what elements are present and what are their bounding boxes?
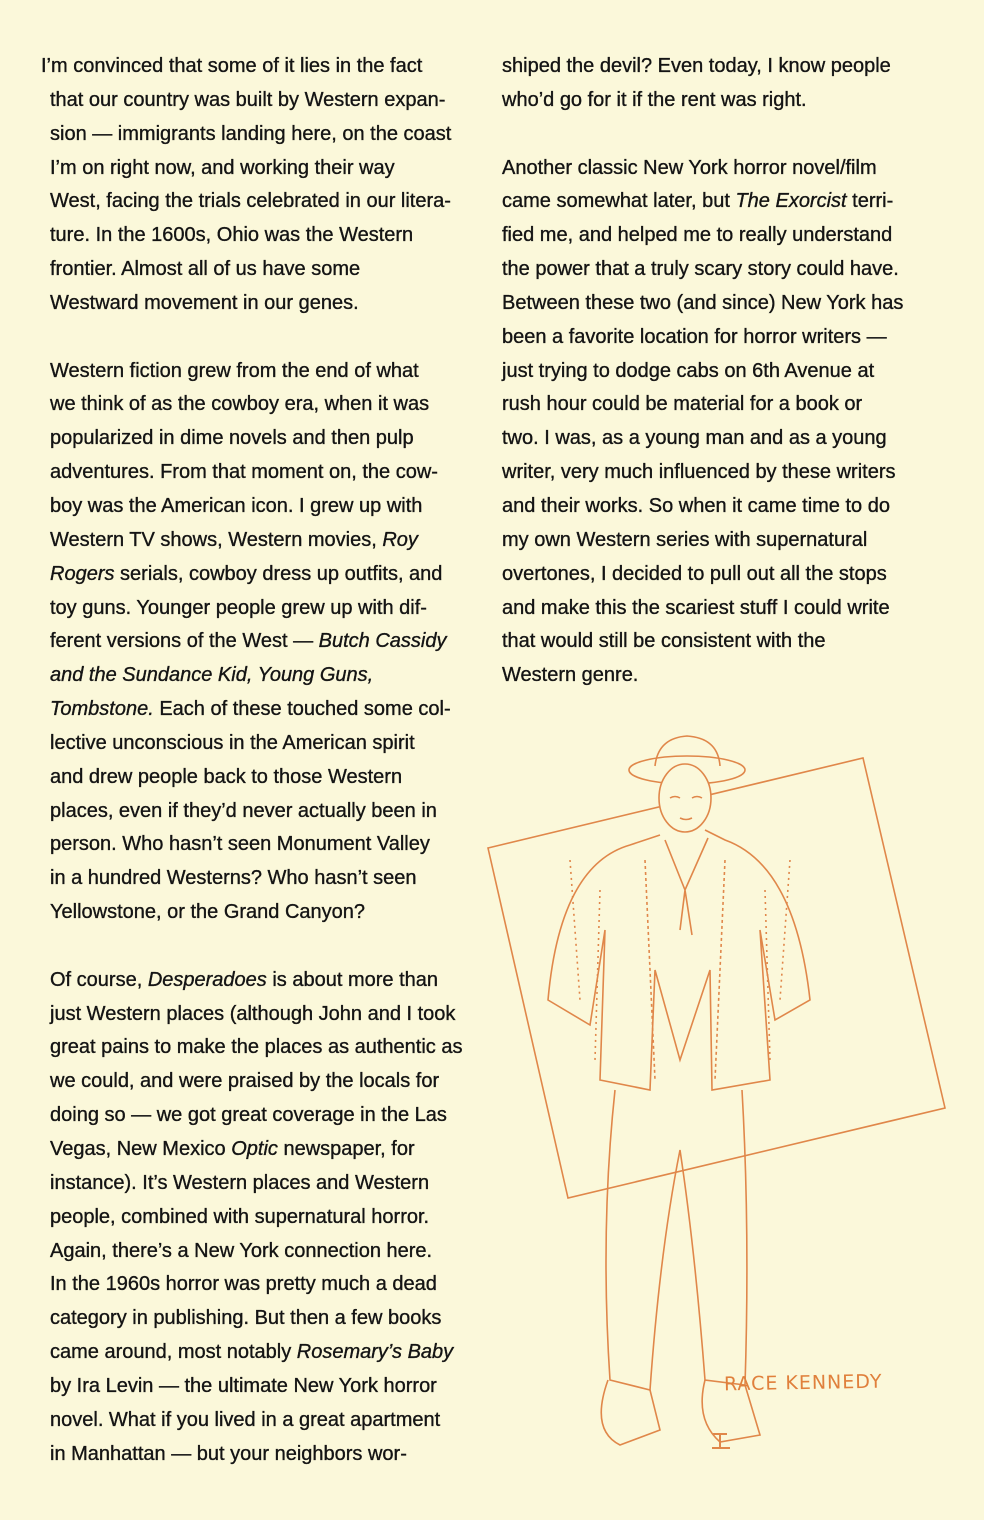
text-line [50,693,462,727]
text-line [502,558,903,592]
text-line [50,287,462,321]
text-segment: ture. In the 1600s, Ohio was the Western [50,224,414,247]
text-line [502,355,903,389]
italic-title: and the Sundance Kid, Young Guns, [50,664,374,687]
text-line [50,998,462,1032]
text-line [502,321,903,355]
text-line [502,388,903,422]
text-segment: instance). It’s Western places and Western [50,1171,430,1194]
text-segment: in a hundred Westerns? Who hasn’t seen [50,867,417,890]
tilted-frame [488,758,945,1198]
text-line [50,625,462,659]
italic-title: Rogers [50,562,115,585]
text-line [50,1031,462,1065]
text-segment: Western TV shows, Western movies, [50,528,383,551]
text-line [50,152,462,186]
text-line [50,1438,462,1472]
text-segment: the power that a truly scary story could have. [502,258,899,281]
text-line [502,422,903,456]
text-line [50,659,462,693]
text-segment: Western genre. [502,664,639,687]
text-line [50,524,462,558]
text-segment: popularized in dime novels and then pulp [50,427,414,450]
text-line [50,795,462,829]
text-segment: person. Who hasn’t seen Monument Valley [50,833,430,856]
text-segment: Between these two (and since) New York has [502,291,904,314]
text-segment: my own Western series with supernatural [502,528,868,551]
text-line [50,1302,462,1336]
text-line [41,50,462,84]
text-segment: that our country was built by Western expan- [50,88,446,111]
text-line [50,84,462,118]
text-line [50,1167,462,1201]
text-segment: who’d go for it if the rent was right. [502,88,807,111]
text-line [502,185,903,219]
text-segment: newspaper, for [277,1138,415,1160]
text-line [50,1235,462,1269]
text-segment: novel. What if you lived in a great apartment [50,1408,441,1431]
text-line [50,1268,462,1302]
text-segment: Of course, [50,968,148,991]
text-line [50,592,462,626]
text-segment: great pains to make the places as authentic as [50,1036,463,1059]
text-line [50,1370,462,1404]
italic-title: Desperadoes [147,968,267,991]
text-line [50,1065,462,1099]
text-segment: boy was the American icon. I grew up with [50,494,423,517]
text-segment: serials, cowboy dress up outfits, and [114,562,443,585]
text-line [50,253,462,287]
text-line [502,152,903,186]
italic-title: Butch Cassidy [318,630,447,653]
text-segment: category in publishing. But then a few books [50,1307,442,1330]
text-segment: shiped the devil? Even today, I know people [502,55,891,77]
text-segment: Each of these touched some col- [153,698,451,721]
text-segment: I’m on right now, and working their way [50,156,395,179]
italic-title: Tombstone. [50,698,154,721]
text-line [50,896,462,930]
text-line [502,592,903,626]
text-line [502,287,903,321]
text-line [50,490,462,524]
text-line [502,219,903,253]
text-segment: been a favorite location for horror writers — [502,325,887,348]
text-segment: came around, most notably [50,1341,297,1364]
text-segment: West, facing the trials celebrated in our litera- [50,190,451,213]
italic-title: Optic [231,1138,278,1160]
text-line [50,1404,462,1438]
text-line [50,1133,462,1167]
text-segment: and drew people back to those Western [50,765,403,788]
text-segment: places, even if they’d never actually been in [50,799,437,822]
left-text-column [41,50,463,1471]
text-line [50,355,462,389]
text-segment: Again, there’s a New York connection here. [50,1239,433,1262]
italic-title: The Exorcist [735,190,847,213]
text-line [50,219,462,253]
text-line [50,456,462,490]
text-line [502,524,903,558]
text-line [502,659,903,693]
text-line [502,456,903,490]
italic-title: Rosemary’s Baby [296,1341,454,1364]
right-text-column [502,50,903,693]
text-segment: that would still be consistent with the [502,630,826,653]
text-line [50,422,462,456]
text-segment: Western fiction grew from the end of what [50,359,419,382]
text-segment: Westward movement in our genes. [50,291,359,314]
text-segment: I’m convinced that some of it lies in the fact [41,55,423,77]
text-segment: fied me, and helped me to really understand [502,224,893,247]
text-segment: overtones, I decided to pull out all the stops [502,562,887,585]
text-segment: is about more than [266,968,438,991]
text-line [50,388,462,422]
text-segment: by Ira Levin — the ultimate New York horror [50,1374,437,1397]
text-segment: toy guns. Younger people grew up with dif- [50,596,427,619]
text-segment: two. I was, as a young man and as a young [502,427,887,450]
text-segment: in Manhattan — but your neighbors wor- [50,1442,407,1465]
text-line [502,253,903,287]
text-line [50,727,462,761]
text-line [50,1099,462,1133]
text-segment: rush hour could be material for a book or [502,393,863,416]
text-segment: came somewhat later, but [502,190,736,213]
text-line [50,1336,462,1370]
paragraph-break [502,118,903,152]
text-segment: Yellowstone, or the Grand Canyon? [50,901,366,924]
paragraph-break [50,321,462,355]
text-segment: lective unconscious in the American spirit [50,731,415,754]
text-line [50,118,462,152]
text-line [502,84,903,118]
text-segment: we could, and were praised by the locals for [50,1070,440,1093]
text-segment: terri- [846,190,894,213]
text-segment: Vegas, New Mexico [50,1138,232,1160]
text-segment: writer, very much influenced by these writers [502,461,896,484]
text-segment: adventures. From that moment on, the cow- [50,461,438,484]
cowboy-sketch-illustration [480,730,960,1470]
text-segment: and make this the scariest stuff I could write [502,596,890,619]
text-line [50,558,462,592]
text-segment: sion — immigrants landing here, on the coast [50,122,452,145]
text-segment: we think of as the cowboy era, when it was [50,393,430,416]
text-line [50,185,462,219]
text-segment: ferent versions of the West — [50,630,319,653]
text-line [502,625,903,659]
text-segment: just Western places (although John and I took [50,1002,456,1025]
text-segment: frontier. Almost all of us have some [50,258,361,281]
text-line [50,1201,462,1235]
text-segment: people, combined with supernatural horror. [50,1205,430,1228]
text-segment: doing so — we got great coverage in the Las [50,1104,447,1127]
text-segment: and their works. So when it came time to do [502,494,890,517]
text-segment: Another classic New York horror novel/film [502,156,877,179]
illustration-caption: RACE KENNEDY [723,1370,883,1396]
text-line [50,761,462,795]
text-line [50,964,462,998]
text-line [50,862,462,896]
paragraph-break [50,930,462,964]
text-line [50,828,462,862]
text-line [502,50,903,84]
text-segment: just trying to dodge cabs on 6th Avenue at [502,359,875,382]
text-line [502,490,903,524]
text-segment: In the 1960s horror was pretty much a dead [50,1273,437,1296]
italic-title: Roy [382,528,418,551]
